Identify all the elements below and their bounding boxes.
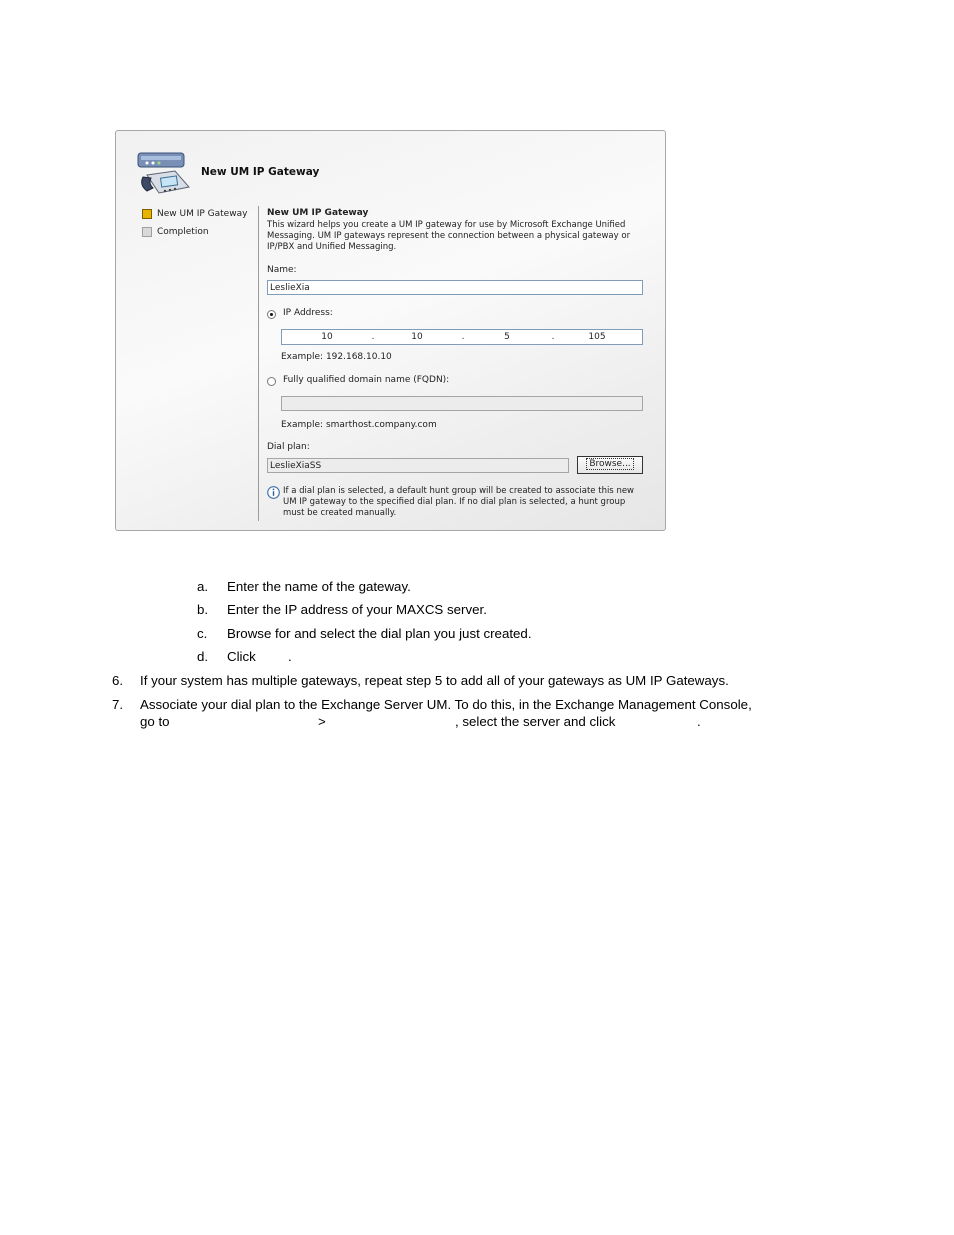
intro-text: This wizard helps you create a UM IP gateway for use by Microsoft Exchange Unified Messaging. UM IP gateways represent the connection between a physical gateway or IP/PBX and Unified Messaging.	[267, 220, 631, 252]
dial-plan-label: Dial plan:	[267, 442, 310, 452]
ip-octet-2[interactable]: 10	[411, 332, 423, 342]
nav-divider	[258, 206, 259, 521]
wizard-nav	[142, 208, 272, 244]
ip-dot-separator: .	[461, 332, 465, 342]
ip-dot-separator: .	[551, 332, 555, 342]
ip-gateway-icon	[135, 147, 193, 203]
step-text-mid: , select the server and click	[455, 714, 616, 729]
wizard-header	[116, 131, 665, 206]
step-text: Browse for and select the dial plan you just created.	[227, 626, 532, 641]
inactive-step-icon	[142, 227, 152, 237]
step-text-line1: Associate your dial plan to the Exchange Server UM. To do this, in the Exchange Management Console,	[140, 697, 752, 712]
info-text: If a dial plan is selected, a default hunt group will be created to associate this new UM IP gateway to the specified dial plan. If no dial plan is selected, a hunt group must be created manually.	[283, 486, 635, 518]
ip-octet-1[interactable]: 10	[321, 332, 333, 342]
step-text: Click	[227, 649, 256, 664]
nav-item-new-um-ip-gateway[interactable]	[142, 208, 272, 226]
dial-plan-input: LeslieXiaSS	[267, 458, 569, 473]
wizard-content	[267, 208, 647, 518]
step-letter: b.	[197, 602, 209, 617]
step-text: Enter the IP address of your MAXCS server.	[227, 602, 487, 617]
wizard-title: New UM IP Gateway	[201, 166, 320, 178]
step-text: If your system has multiple gateways, repeat step 5 to add all of your gateways as UM IP Gateways.	[140, 673, 729, 688]
ip-dot-separator: .	[371, 332, 375, 342]
active-step-icon	[142, 209, 152, 219]
section-title: New UM IP Gateway	[267, 208, 369, 218]
step-text-separator: >	[318, 714, 326, 729]
ip-example-text: Example: 192.168.10.10	[281, 352, 392, 362]
browse-button-label: Browse...	[589, 459, 631, 469]
browse-button[interactable]	[577, 456, 643, 474]
fqdn-input[interactable]	[281, 396, 643, 411]
nav-item-label: New UM IP Gateway	[157, 209, 248, 219]
fqdn-label: Fully qualified domain name (FQDN):	[283, 375, 450, 385]
step-text-go-to: go to	[140, 714, 170, 729]
step-7	[112, 696, 792, 736]
fqdn-radio[interactable]	[267, 377, 276, 386]
ip-address-radio[interactable]	[267, 310, 276, 319]
ip-address-input[interactable]	[281, 329, 643, 345]
ip-address-label: IP Address:	[283, 308, 333, 318]
step-text-end: .	[697, 714, 701, 729]
name-label: Name:	[267, 265, 297, 275]
step-text: Enter the name of the gateway.	[227, 579, 411, 594]
step-letter: c.	[197, 626, 208, 641]
new-um-ip-gateway-wizard	[115, 130, 666, 531]
fqdn-example-text: Example: smarthost.company.com	[281, 420, 437, 430]
step-suffix: .	[288, 649, 292, 664]
step-number: 7.	[112, 697, 124, 712]
ip-octet-4[interactable]: 105	[588, 332, 606, 342]
ip-octet-3[interactable]: 5	[504, 332, 510, 342]
step-number: 6.	[112, 673, 124, 688]
info-icon	[267, 486, 280, 499]
step-letter: a.	[197, 579, 209, 594]
step-letter: d.	[197, 649, 209, 664]
nav-item-completion[interactable]	[142, 226, 272, 244]
nav-item-label: Completion	[157, 227, 209, 237]
name-input[interactable]: LeslieXia	[267, 280, 643, 295]
